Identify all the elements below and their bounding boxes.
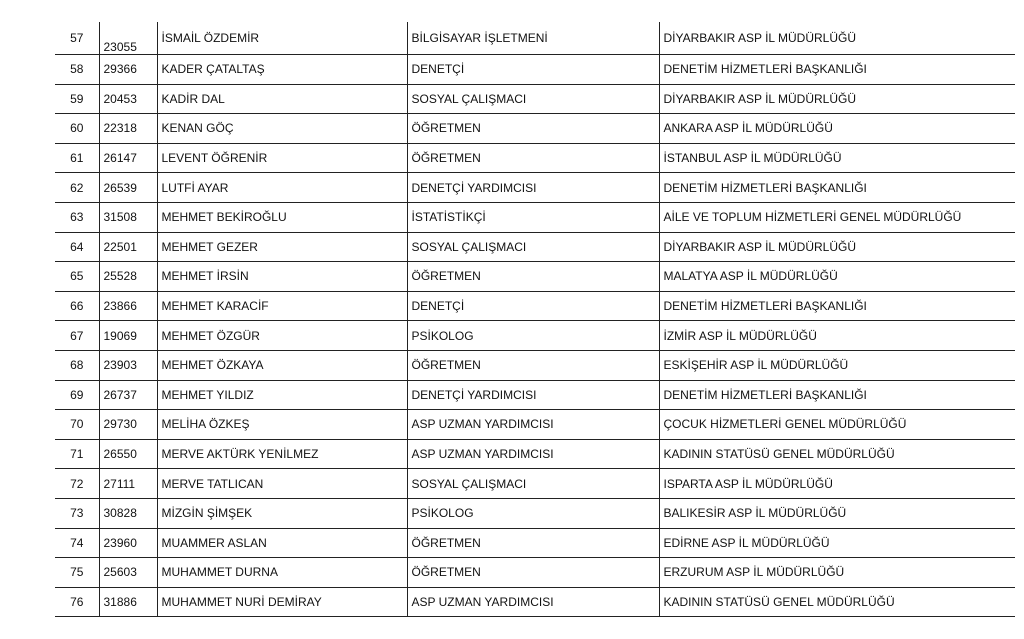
registry-number: 19069 xyxy=(99,321,157,351)
row-number: 75 xyxy=(55,558,99,588)
person-name: LUTFİ AYAR xyxy=(157,173,407,203)
job-title: ÖĞRETMEN xyxy=(407,528,659,558)
person-name: MERVE AKTÜRK YENİLMEZ xyxy=(157,439,407,469)
registry-number: 26539 xyxy=(99,173,157,203)
table-row xyxy=(55,469,1015,499)
department: KADININ STATÜSÜ GENEL MÜDÜRLÜĞÜ xyxy=(659,439,1015,469)
job-title: İSTATİSTİKÇİ xyxy=(407,202,659,232)
job-title: ASP UZMAN YARDIMCISI xyxy=(407,410,659,440)
department: DENETİM HİZMETLERİ BAŞKANLIĞI xyxy=(659,380,1015,410)
department: DİYARBAKIR ASP İL MÜDÜRLÜĞÜ xyxy=(659,22,1015,55)
row-number: 69 xyxy=(55,380,99,410)
person-name: KENAN GÖÇ xyxy=(157,114,407,144)
row-number: 64 xyxy=(55,232,99,262)
row-number: 57 xyxy=(55,22,99,55)
row-number: 61 xyxy=(55,143,99,173)
person-name: MEHMET GEZER xyxy=(157,232,407,262)
department: AİLE VE TOPLUM HİZMETLERİ GENEL MÜDÜRLÜĞÜ xyxy=(659,202,1015,232)
department: DENETİM HİZMETLERİ BAŞKANLIĞI xyxy=(659,55,1015,85)
person-name: MEHMET KARACİF xyxy=(157,291,407,321)
department: ANKARA ASP İL MÜDÜRLÜĞÜ xyxy=(659,114,1015,144)
row-number: 71 xyxy=(55,439,99,469)
job-title: ASP UZMAN YARDIMCISI xyxy=(407,587,659,617)
registry-number: 30828 xyxy=(99,498,157,528)
job-title: PSİKOLOG xyxy=(407,321,659,351)
person-name: İSMAİL ÖZDEMİR xyxy=(157,22,407,55)
job-title: ÖĞRETMEN xyxy=(407,143,659,173)
job-title: ÖĞRETMEN xyxy=(407,114,659,144)
table-row xyxy=(55,350,1015,380)
job-title: PSİKOLOG xyxy=(407,498,659,528)
table-row xyxy=(55,173,1015,203)
row-number: 76 xyxy=(55,587,99,617)
department: EDİRNE ASP İL MÜDÜRLÜĞÜ xyxy=(659,528,1015,558)
department: DİYARBAKIR ASP İL MÜDÜRLÜĞÜ xyxy=(659,232,1015,262)
department: MALATYA ASP İL MÜDÜRLÜĞÜ xyxy=(659,262,1015,292)
job-title: ÖĞRETMEN xyxy=(407,350,659,380)
registry-number: 26737 xyxy=(99,380,157,410)
table-row xyxy=(55,587,1015,617)
table-row xyxy=(55,114,1015,144)
table-row xyxy=(55,380,1015,410)
table-row xyxy=(55,528,1015,558)
row-number: 73 xyxy=(55,498,99,528)
row-number: 59 xyxy=(55,84,99,114)
row-number: 60 xyxy=(55,114,99,144)
table-row xyxy=(55,291,1015,321)
row-number: 74 xyxy=(55,528,99,558)
table-row xyxy=(55,498,1015,528)
job-title: SOSYAL ÇALIŞMACI xyxy=(407,84,659,114)
job-title: DENETÇİ xyxy=(407,55,659,85)
person-name: MUAMMER ASLAN xyxy=(157,528,407,558)
person-name: KADİR DAL xyxy=(157,84,407,114)
person-name: MEHMET YILDIZ xyxy=(157,380,407,410)
person-name: KADER ÇATALTAŞ xyxy=(157,55,407,85)
table-row xyxy=(55,202,1015,232)
department: ESKİŞEHİR ASP İL MÜDÜRLÜĞÜ xyxy=(659,350,1015,380)
person-name: LEVENT ÖĞRENİR xyxy=(157,143,407,173)
person-name: MUHAMMET DURNA xyxy=(157,558,407,588)
table-row xyxy=(55,84,1015,114)
department: ÇOCUK HİZMETLERİ GENEL MÜDÜRLÜĞÜ xyxy=(659,410,1015,440)
registry-number: 27111 xyxy=(99,469,157,499)
person-name: MEHMET İRSİN xyxy=(157,262,407,292)
job-title: ÖĞRETMEN xyxy=(407,262,659,292)
registry-number: 22318 xyxy=(99,114,157,144)
registry-number: 26147 xyxy=(99,143,157,173)
row-number: 58 xyxy=(55,55,99,85)
person-name: MİZGİN ŞİMŞEK xyxy=(157,498,407,528)
row-number: 62 xyxy=(55,173,99,203)
department: İZMİR ASP İL MÜDÜRLÜĞÜ xyxy=(659,321,1015,351)
table-row xyxy=(55,262,1015,292)
registry-number: 25603 xyxy=(99,558,157,588)
table-row xyxy=(55,410,1015,440)
registry-number: 23903 xyxy=(99,350,157,380)
job-title: ASP UZMAN YARDIMCISI xyxy=(407,439,659,469)
department: KADININ STATÜSÜ GENEL MÜDÜRLÜĞÜ xyxy=(659,587,1015,617)
table-row xyxy=(55,55,1015,85)
job-title: BİLGİSAYAR İŞLETMENİ xyxy=(407,22,659,55)
personnel-table xyxy=(55,22,1015,617)
row-number: 63 xyxy=(55,202,99,232)
registry-number: 31508 xyxy=(99,202,157,232)
department: İSTANBUL ASP İL MÜDÜRLÜĞÜ xyxy=(659,143,1015,173)
registry-number: 23055 xyxy=(99,22,157,55)
table-row xyxy=(55,22,1015,55)
table-row xyxy=(55,232,1015,262)
registry-number: 31886 xyxy=(99,587,157,617)
row-number: 72 xyxy=(55,469,99,499)
job-title: ÖĞRETMEN xyxy=(407,558,659,588)
row-number: 66 xyxy=(55,291,99,321)
department: ISPARTA ASP İL MÜDÜRLÜĞÜ xyxy=(659,469,1015,499)
job-title: DENETÇİ YARDIMCISI xyxy=(407,380,659,410)
registry-number: 23866 xyxy=(99,291,157,321)
person-name: MEHMET BEKİROĞLU xyxy=(157,202,407,232)
registry-number: 26550 xyxy=(99,439,157,469)
document-page xyxy=(55,22,1015,617)
registry-number: 29730 xyxy=(99,410,157,440)
registry-number: 20453 xyxy=(99,84,157,114)
department: BALIKESİR ASP İL MÜDÜRLÜĞÜ xyxy=(659,498,1015,528)
table-row xyxy=(55,558,1015,588)
job-title: SOSYAL ÇALIŞMACI xyxy=(407,469,659,499)
row-number: 65 xyxy=(55,262,99,292)
row-number: 70 xyxy=(55,410,99,440)
department: DENETİM HİZMETLERİ BAŞKANLIĞI xyxy=(659,173,1015,203)
person-name: MERVE TATLICAN xyxy=(157,469,407,499)
registry-number: 29366 xyxy=(99,55,157,85)
person-name: MUHAMMET NURİ DEMİRAY xyxy=(157,587,407,617)
job-title: SOSYAL ÇALIŞMACI xyxy=(407,232,659,262)
department: DİYARBAKIR ASP İL MÜDÜRLÜĞÜ xyxy=(659,84,1015,114)
registry-number: 22501 xyxy=(99,232,157,262)
table-row xyxy=(55,321,1015,351)
person-name: MEHMET ÖZGÜR xyxy=(157,321,407,351)
person-name: MEHMET ÖZKAYA xyxy=(157,350,407,380)
job-title: DENETÇİ YARDIMCISI xyxy=(407,173,659,203)
person-name: MELİHA ÖZKEŞ xyxy=(157,410,407,440)
department: ERZURUM ASP İL MÜDÜRLÜĞÜ xyxy=(659,558,1015,588)
registry-number: 25528 xyxy=(99,262,157,292)
row-number: 68 xyxy=(55,350,99,380)
department: DENETİM HİZMETLERİ BAŞKANLIĞI xyxy=(659,291,1015,321)
row-number: 67 xyxy=(55,321,99,351)
table-row xyxy=(55,143,1015,173)
table-row xyxy=(55,439,1015,469)
registry-number: 23960 xyxy=(99,528,157,558)
job-title: DENETÇİ xyxy=(407,291,659,321)
